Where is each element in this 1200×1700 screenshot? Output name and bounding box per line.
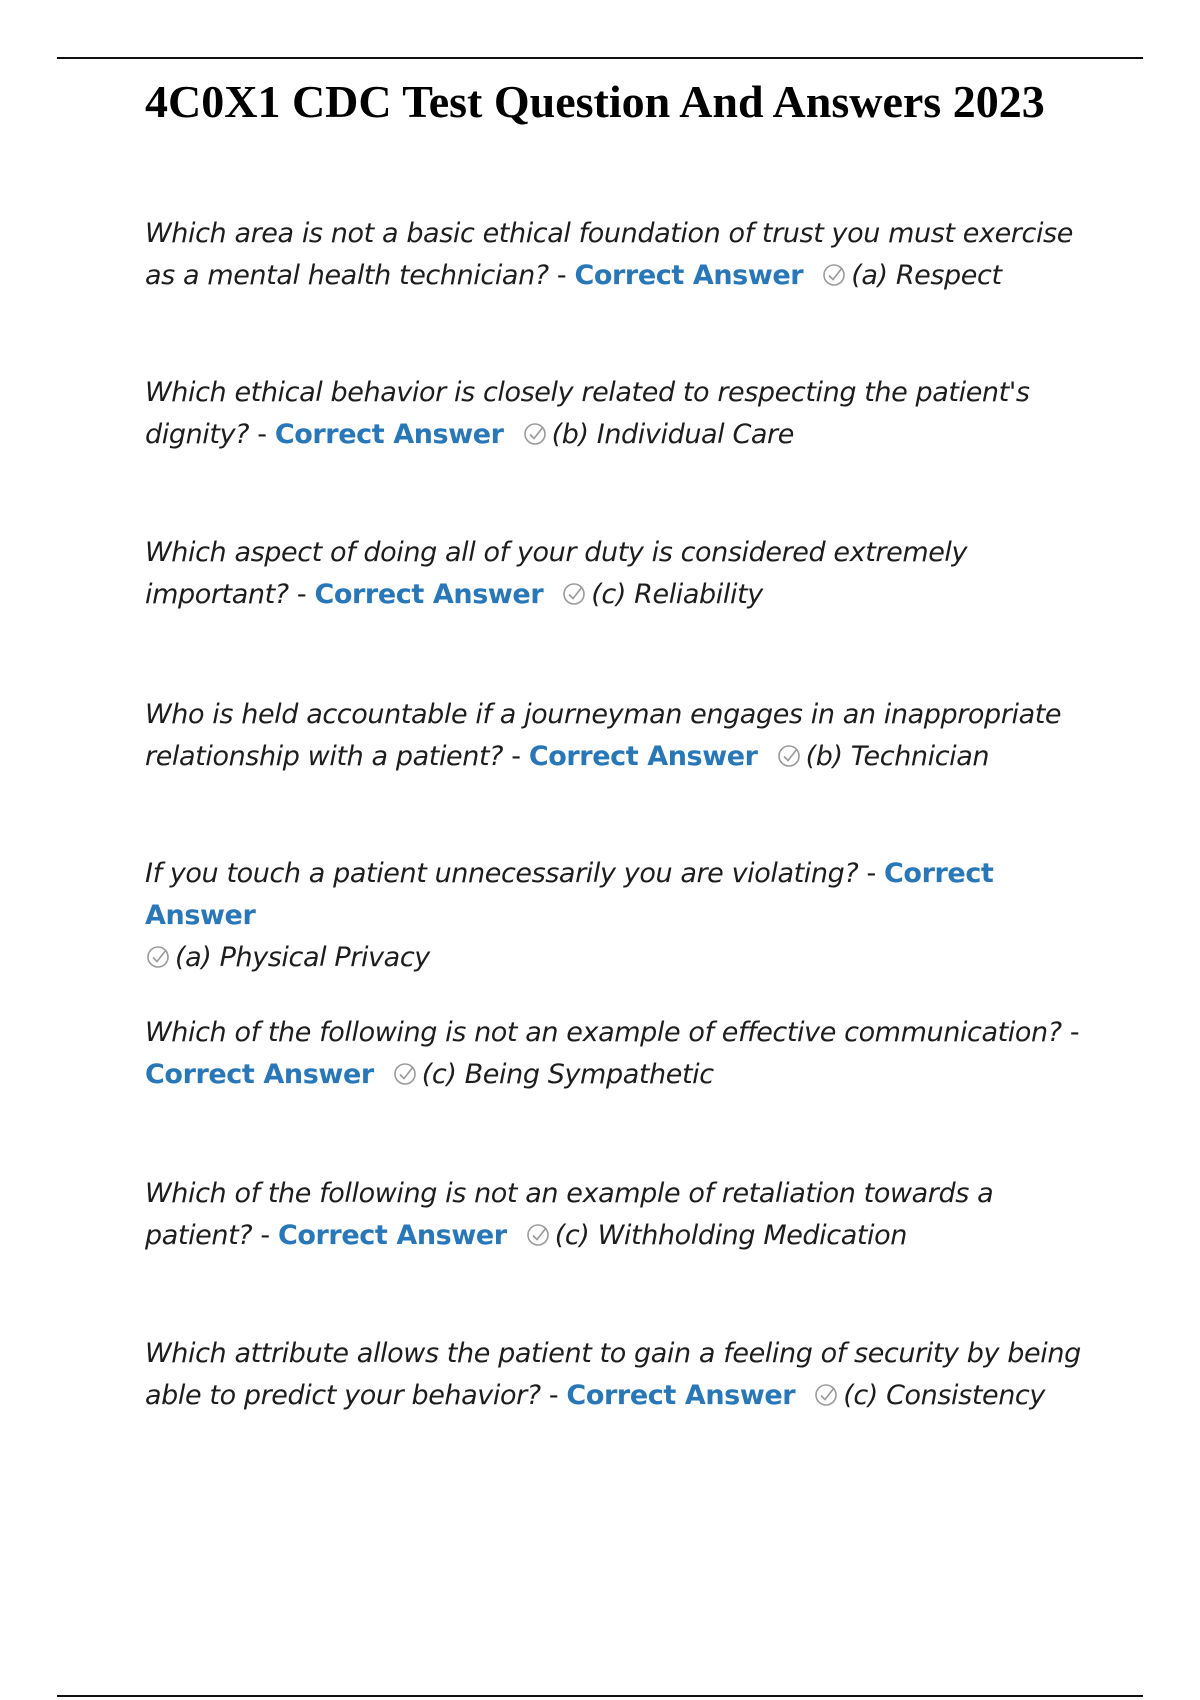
correct-answer-label: Correct Answer <box>314 579 544 610</box>
question-text: Which area is not a basic ethical foundation of trust you must exercise as a mental health technician? <box>145 218 1073 291</box>
question-text: Which of the following is not an example of retaliation towards a patient? <box>145 1178 994 1251</box>
qa-item-6 <box>145 1012 1105 1096</box>
separator: - <box>540 1380 567 1411</box>
answer-text: (a) Physical Privacy <box>175 942 430 973</box>
qa-item-2 <box>145 372 1105 456</box>
answer-text: (c) Reliability <box>591 579 763 610</box>
answer-text: (b) Technician <box>805 741 990 772</box>
check-circle-icon <box>813 1382 843 1408</box>
qa-item-8 <box>145 1333 1105 1417</box>
separator: - <box>252 1220 278 1251</box>
top-rule <box>57 57 1143 59</box>
answer-text: (a) Respect <box>851 260 1002 291</box>
separator: - <box>503 741 529 772</box>
question-text: Who is held accountable if a journeyman engages in an inappropriate relationship with a patient? <box>145 699 1062 772</box>
qa-item-7 <box>145 1173 1105 1257</box>
answer-text: (b) Individual Care <box>551 419 794 450</box>
check-circle-icon <box>145 944 175 970</box>
page-title: 4C0X1 CDC Test Question And Answers 2023 <box>145 76 1045 127</box>
separator: - <box>288 579 315 610</box>
correct-answer-label: Correct Answer <box>574 260 804 291</box>
check-circle-icon <box>821 262 851 288</box>
check-circle-icon <box>525 1222 555 1248</box>
separator: - <box>249 419 275 450</box>
correct-answer-label: Correct Answer <box>277 1220 507 1251</box>
question-text: Which attribute allows the patient to gain a feeling of security by being able to predict your behavior? <box>145 1338 1081 1411</box>
bottom-rule <box>57 1695 1143 1697</box>
answer-text: (c) Consistency <box>843 1380 1045 1411</box>
check-circle-icon <box>776 743 806 769</box>
separator: - <box>1061 1017 1080 1048</box>
question-text: Which aspect of doing all of your duty is considered extremely important? <box>145 537 968 610</box>
question-text: If you touch a patient unnecessarily you are violating? <box>145 858 859 889</box>
check-circle-icon <box>522 421 552 447</box>
qa-item-1 <box>145 213 1105 297</box>
answer-text: (c) Being Sympathetic <box>421 1059 714 1090</box>
correct-answer-label: Correct Answer <box>274 419 504 450</box>
check-circle-icon <box>392 1061 422 1087</box>
qa-item-4 <box>145 694 1105 778</box>
correct-answer-label: Correct Answer <box>566 1380 796 1411</box>
answer-text: (c) Withholding Medication <box>554 1220 907 1251</box>
correct-answer-label: Correct Answer <box>145 858 994 931</box>
qa-item-3 <box>145 532 1105 616</box>
separator: - <box>548 260 575 291</box>
correct-answer-label: Correct Answer <box>145 1059 374 1090</box>
question-text: Which of the following is not an example of effective communication? <box>145 1017 1062 1048</box>
check-circle-icon <box>561 581 591 607</box>
correct-answer-label: Correct Answer <box>528 741 758 772</box>
qa-item-5 <box>145 853 1105 979</box>
separator: - <box>858 858 885 889</box>
question-text: Which ethical behavior is closely related to respecting the patient's dignity? <box>145 377 1030 450</box>
